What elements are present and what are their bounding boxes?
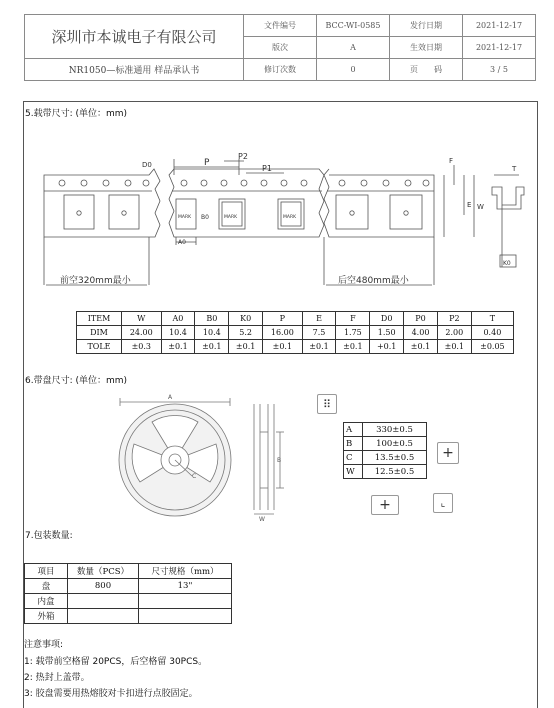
zoom-in-button[interactable] — [437, 442, 459, 464]
label-a0: A0 — [178, 239, 186, 246]
dim-cell: 0.40 — [471, 326, 513, 340]
tole-cell: ±0.1 — [437, 340, 471, 354]
effective-date-label: 生效日期 — [390, 37, 463, 59]
tole-cell: +0.1 — [370, 340, 404, 354]
reel-row — [344, 465, 427, 479]
fit-button[interactable] — [433, 493, 453, 513]
reel-label-w: W — [259, 516, 265, 522]
dim-table-tole-row — [77, 340, 514, 354]
tole-cell: TOLE — [77, 340, 122, 354]
tole-cell: ±0.3 — [122, 340, 162, 354]
revision-count-value: 0 — [317, 59, 390, 81]
dim-header-cell: ITEM — [77, 312, 122, 326]
packing-cell: 盘 — [25, 579, 68, 594]
front-empty-label: 前空320mm最小 — [60, 276, 131, 286]
tole-cell: ±0.1 — [161, 340, 195, 354]
dim-header-cell: T — [471, 312, 513, 326]
dim-cell: 16.00 — [263, 326, 303, 340]
packing-cell: 内盒 — [25, 594, 68, 609]
section7-title: 7.包装数量: — [25, 531, 73, 541]
notes-title: 注意事项: — [24, 640, 64, 650]
dim-table-header-row — [77, 312, 514, 326]
packing-row — [25, 579, 232, 594]
packing-cell: 13" — [139, 579, 232, 594]
section5-title: 5.载带尺寸: (单位：mm) — [25, 109, 128, 119]
reel-value: 330±0.5 — [363, 423, 427, 437]
mark-label-1: MARK — [178, 215, 192, 220]
doc-no-label: 文件编号 — [244, 15, 317, 37]
packing-cell: 外箱 — [25, 609, 68, 624]
reel-row — [344, 437, 427, 451]
dim-cell: DIM — [77, 326, 122, 340]
packing-cell — [139, 594, 232, 609]
page-value: 3 / 5 — [463, 59, 536, 81]
dim-header-cell: F — [336, 312, 370, 326]
tole-cell: ±0.05 — [471, 340, 513, 354]
mark-label-2: MARK — [224, 215, 238, 220]
page-label: 页 码 — [390, 59, 463, 81]
label-p: P — [204, 158, 210, 168]
tole-cell: ±0.1 — [336, 340, 370, 354]
effective-date-value: 2021-12-17 — [463, 37, 536, 59]
packing-header-cell: 尺寸规格（mm） — [139, 564, 232, 579]
packing-cell — [68, 594, 139, 609]
rear-empty-label: 后空480mm最小 — [338, 276, 409, 286]
dim-header-cell: D0 — [370, 312, 404, 326]
reel-label-a: A — [168, 394, 173, 401]
dim-cell: 10.4 — [195, 326, 229, 340]
dim-header-cell: P0 — [404, 312, 438, 326]
document-header — [24, 14, 536, 81]
packing-header-row — [25, 564, 232, 579]
product-line: NR1050—标准通用 样品承认书 — [25, 59, 244, 81]
tole-cell: ±0.1 — [195, 340, 229, 354]
plus-icon: + — [379, 497, 391, 513]
dim-cell: 10.4 — [161, 326, 195, 340]
dim-header-cell: E — [302, 312, 336, 326]
reel-label-b: B — [277, 457, 282, 464]
section6-title: 6.带盘尺寸: (单位：mm) — [25, 376, 128, 386]
packing-table — [24, 563, 232, 624]
corner-icon: ⌞ — [440, 497, 446, 509]
dim-cell: 1.50 — [370, 326, 404, 340]
version-value: A — [317, 37, 390, 59]
dim-header-cell: B0 — [195, 312, 229, 326]
note-item: 1: 载带前空格留 20PCS，后空格留 30PCS。 — [24, 657, 208, 667]
dim-cell: 5.2 — [229, 326, 263, 340]
tole-cell: ±0.1 — [263, 340, 303, 354]
dim-cell: 4.00 — [404, 326, 438, 340]
packing-cell — [139, 609, 232, 624]
reel-key: B — [344, 437, 363, 451]
issue-date-value: 2021-12-17 — [463, 15, 536, 37]
label-f: F — [449, 157, 454, 165]
dim-table-dim-row — [77, 326, 514, 340]
doc-no-value: BCC-WI-0585 — [317, 15, 390, 37]
dim-header-cell: W — [122, 312, 162, 326]
revision-count-label: 修订次数 — [244, 59, 317, 81]
carrier-tape-drawing — [24, 145, 534, 305]
reel-key: A — [344, 423, 363, 437]
reel-dim-table — [343, 422, 427, 479]
reel-value: 100±0.5 — [363, 437, 427, 451]
dim-cell: 7.5 — [302, 326, 336, 340]
grip-icon: ⠿ — [322, 397, 332, 411]
note-item: 3: 胶盘需要用热熔胶对卡扣进行点胶固定。 — [24, 689, 198, 699]
label-b0: B0 — [201, 214, 209, 221]
reel-drawing — [112, 392, 322, 522]
label-w: W — [477, 203, 484, 211]
reel-key: C — [344, 451, 363, 465]
dim-cell: 1.75 — [336, 326, 370, 340]
dim-header-cell: P — [263, 312, 303, 326]
mark-label-3: MARK — [283, 215, 297, 220]
label-e: E — [467, 201, 472, 209]
company-name: 深圳市本诚电子有限公司 — [25, 15, 244, 59]
dim-header-cell: K0 — [229, 312, 263, 326]
dim-header-cell: A0 — [161, 312, 195, 326]
dim-cell: 24.00 — [122, 326, 162, 340]
tole-cell: ±0.1 — [302, 340, 336, 354]
reel-value: 12.5±0.5 — [363, 465, 427, 479]
label-p2: P2 — [238, 152, 248, 161]
label-p1: P1 — [262, 164, 272, 173]
packing-header-cell: 数量（PCS） — [68, 564, 139, 579]
tole-cell: ±0.1 — [404, 340, 438, 354]
reel-key: W — [344, 465, 363, 479]
version-label: 版次 — [244, 37, 317, 59]
reel-row — [344, 423, 427, 437]
carrier-tape-dim-table — [76, 311, 514, 354]
label-t: T — [512, 165, 517, 173]
packing-cell — [68, 609, 139, 624]
grip-button[interactable] — [317, 394, 337, 414]
packing-row — [25, 594, 232, 609]
packing-cell: 800 — [68, 579, 139, 594]
add-button[interactable] — [371, 495, 399, 515]
note-item: 2: 热封上盖带。 — [24, 673, 90, 683]
reel-row — [344, 451, 427, 465]
plus-icon: + — [442, 445, 454, 461]
packing-row — [25, 609, 232, 624]
reel-label-c: C — [192, 473, 197, 480]
reel-value: 13.5±0.5 — [363, 451, 427, 465]
label-d0: D0 — [142, 161, 152, 169]
dim-cell: 2.00 — [437, 326, 471, 340]
issue-date-label: 发行日期 — [390, 15, 463, 37]
tole-cell: ±0.1 — [229, 340, 263, 354]
label-k0: K0 — [503, 260, 511, 267]
dim-header-cell: P2 — [437, 312, 471, 326]
packing-header-cell: 项目 — [25, 564, 68, 579]
